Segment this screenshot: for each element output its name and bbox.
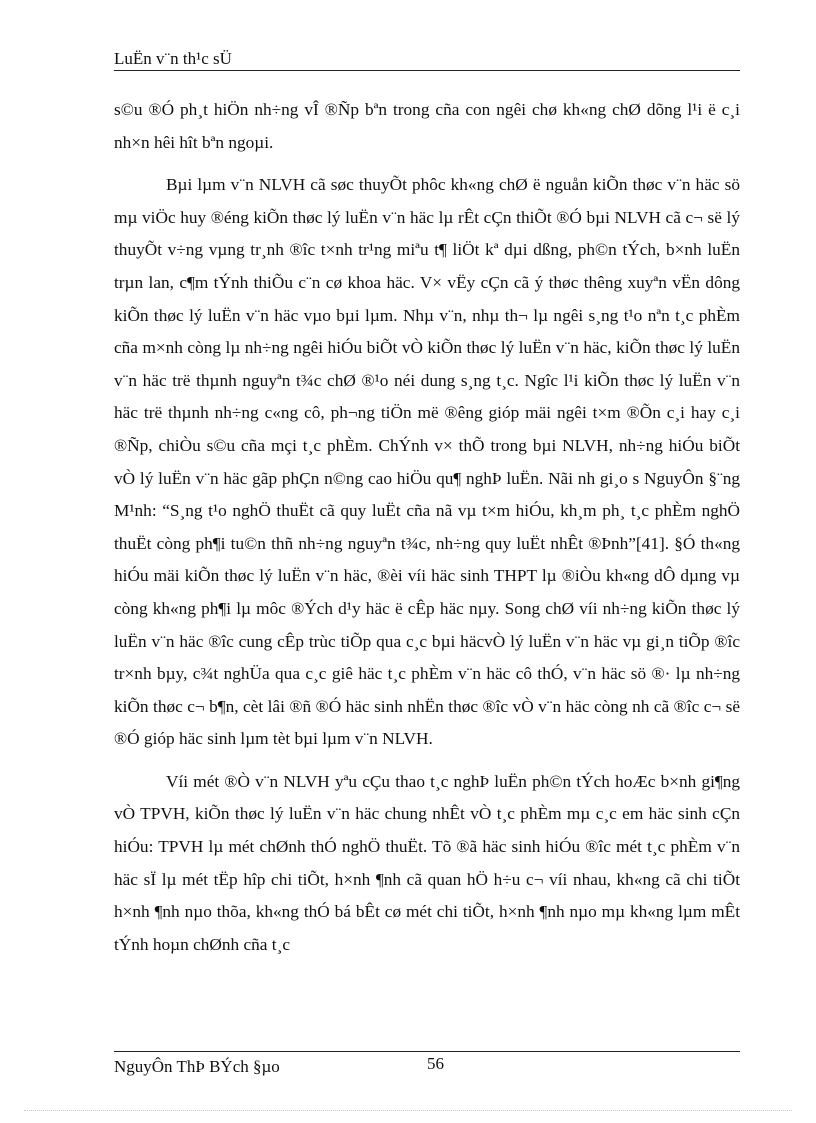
header-rule (114, 70, 740, 71)
running-header: LuËn v¨n th¹c sÜ (114, 49, 232, 68)
paragraph-1: s©u ®Ó ph¸t hiÖn nh÷ng vÎ ®Ñp bªn trong cña con ngêi chø kh«ng chØ dõng l¹i ë c¸i nh×n hêi hît bªn ngoµi. (114, 100, 740, 152)
paragraph-2: Bµi lµm v¨n NLVH cã søc thuyÕt phôc kh«ng chØ ë nguån kiÕn thøc v¨n häc sö mµ viÖc huy ®éng kiÕn thøc lý luËn v¨n häc lµ rÊt cÇn thiÕt ®Ó bµi NLVH cã c¬ së lý thuyÕt v÷ng vµng tr¸nh ®îc t×nh tr¹ng miªu t¶ liÖt kª dµi dßng, ph©n tÝch, b×nh luËn trµn lan, c¶m tÝnh thiÕu c¨n cø khoa häc. V× vËy cÇn cã ý thøc thêng xuyªn vËn dông kiÕn thøc lý luËn v¨n häc vµo bµi lµm. Nhµ v¨n, nhµ th¬ lµ ngêi s¸ng t¹o nªn t¸c phÈm cña m×nh còng lµ nh÷ng ngêi hiÓu biÕt vÒ kiÕn thøc lý luËn v¨n häc, kiÕn thøc lý luËn v¨n häc trë thµnh nguyªn t¾c chØ ®¹o néi dung s¸ng t¸c. Ngîc l¹i kiÕn thøc lý luËn v¨n häc trë thµnh nh÷ng c«ng cô, ph¬ng tiÖn më ®êng gióp mäi ngêi t×m ®Õn c¸i hay c¸i ®Ñp, chiÒu s©u cña mçi t¸c phÈm. ChÝnh v× thÕ trong bµi NLVH, nh÷ng hiÓu biÕt vÒ lý luËn v¨n häc gãp phÇn n©ng cao hiÖu qu¶ nghÞ luËn. Nãi nh gi¸o s NguyÔn §¨ng M¹nh: “S¸ng t¹o nghÖ thuËt cã quy luËt cña nã vµ t×m hiÓu, kh¸m ph¸ t¸c phÈm nghÖ thuËt còng ph¶i tu©n thñ nh÷ng nguyªn t¾c, nh÷ng quy luËt nhÊt ®Þnh”[41]. §Ó th«ng hiÓu mäi kiÕn thøc lý luËn v¨n häc, ®èi víi häc sinh THPT lµ ®iÒu kh«ng dÔ dµng vµ còng kh«ng ph¶i lµ môc ®Ých d¹y häc ë cÊp häc nµy. Song chØ víi nh÷ng kiÕn thøc lý luËn v¨n häc ®îc cung cÊp trùc tiÕp qua c¸c bµi häcvÒ lý luËn v¨n häc vµ gi¸n tiÕp ®îc tr×nh bµy, c¾t nghÜa qua c¸c giê häc t¸c phÈm v¨n häc cô thÓ, v¨n häc sö ®· lµ nh÷ng kiÕn thøc c¬ b¶n, cèt lâi ®ñ ®Ó häc sinh nhËn thøc ®îc vÒ v¨n häc còng nh cã ®îc c¬ së ®Ó gióp häc sinh lµm tèt bµi lµm v¨n NLVH. (114, 175, 740, 749)
footer-author: NguyÔn ThÞ BÝch §µo (114, 1057, 280, 1076)
page-number: 56 (427, 1054, 444, 1073)
page-bottom-divider (24, 1110, 792, 1111)
paragraph-3: Víi mét ®Ò v¨n NLVH yªu cÇu thao t¸c nghÞ luËn ph©n tÝch hoÆc b×nh gi¶ng vÒ TPVH, kiÕn thøc lý luËn v¨n häc chung nhÊt vÒ t¸c phÈm mµ c¸c em häc sinh cÇn hiÓu: TPVH lµ mét chØnh thÓ nghÖ thuËt. Tõ ®ã häc sinh hiÓu ®îc mét t¸c phÈm v¨n häc sÏ lµ mét tËp hîp chi tiÕt, h×nh ¶nh cã quan hÖ h÷u c¬ víi nhau, kh«ng cã chi tiÕt h×nh ¶nh nµo thõa, kh«ng thÓ bá bÊt cø mét chi tiÕt, h×nh ¶nh nµo mµ kh«ng lµm mÊt tÝnh hoµn chØnh cña t¸c (114, 771, 740, 954)
page-body (114, 94, 740, 971)
footer-rule (114, 1051, 740, 1052)
